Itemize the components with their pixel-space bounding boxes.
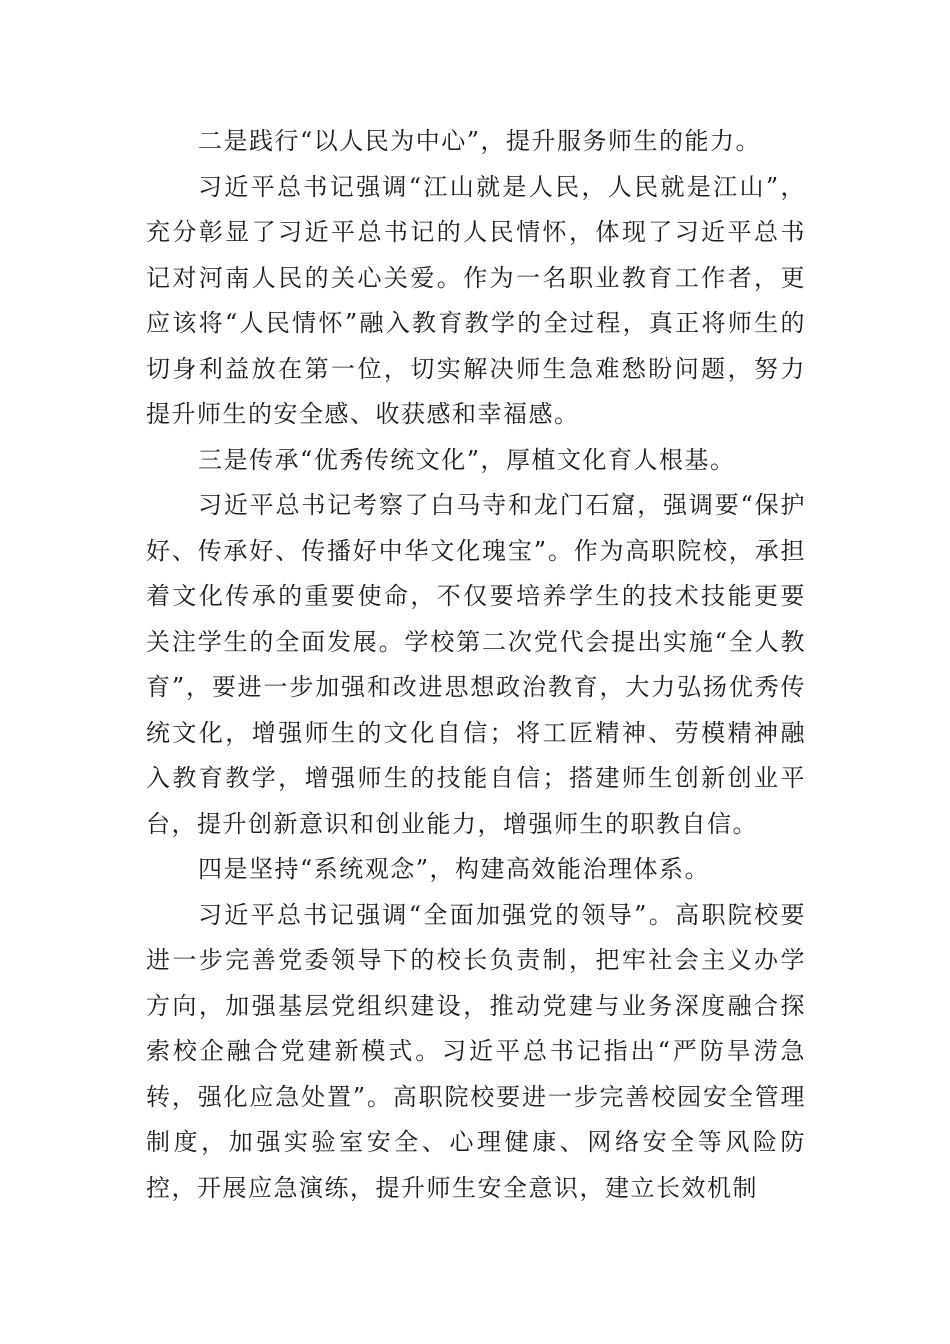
section-heading-4: 四是坚持“系统观念”，构建高效能治理体系。 xyxy=(198,855,711,883)
body-paragraph: 习近平总书记考察了白马寺和龙门石窟，强调要“保护好、传承好、传播好中华文化瑰宝”。作为高职院校，承担着文化传承的重要使命，不仅要培养学生的技术技能更要关注学生的全面发展。学校第二次党代会提出实施“全人教育”，要进一步加强和改进思想政治教育，大力弘扬优秀传统文化，增强师生的文化自信；将工匠精神、劳模精神融入教育教学，增强师生的技能自信；搭建师生创新创业平台，提升创新意识和创业能力，增强师生的职教自信。 xyxy=(146,491,806,838)
section-heading-3: 三是传承“优秀传统文化”，厚植文化育人根基。 xyxy=(198,445,736,474)
section-heading-2: 二是践行“以人民为中心”，提升服务师生的能力。 xyxy=(198,127,762,155)
body-paragraph: 习近平总书记强调“江山就是人民，人民就是江山”，充分彰显了习近平总书记的人民情怀，体现了习近平总书记对河南人民的关心关爱。作为一名职业教育工作者，更应该将“人民情怀”融入教育教学的全过程，真正将师生的切身利益放在第一位，切实解决师生急难愁盼问题，努力提升师生的安全感、收获感和幸福感。 xyxy=(146,172,806,428)
document-body xyxy=(146,119,806,1211)
body-paragraph: 习近平总书记强调“全面加强党的领导”。高职院校要进一步完善党委领导下的校长负责制，把牢社会主义办学方向，加强基层党组织建设，推动党建与业务深度融合探索校企融合党建新模式。习近平总书记指出“严防旱涝急转，强化应急处置”。高职院校要进一步完善校园安全管理制度，加强实验室安全、心理健康、网络安全等风险防控，开展应急演练，提升师生安全意识，建立长效机制 xyxy=(146,900,806,1202)
